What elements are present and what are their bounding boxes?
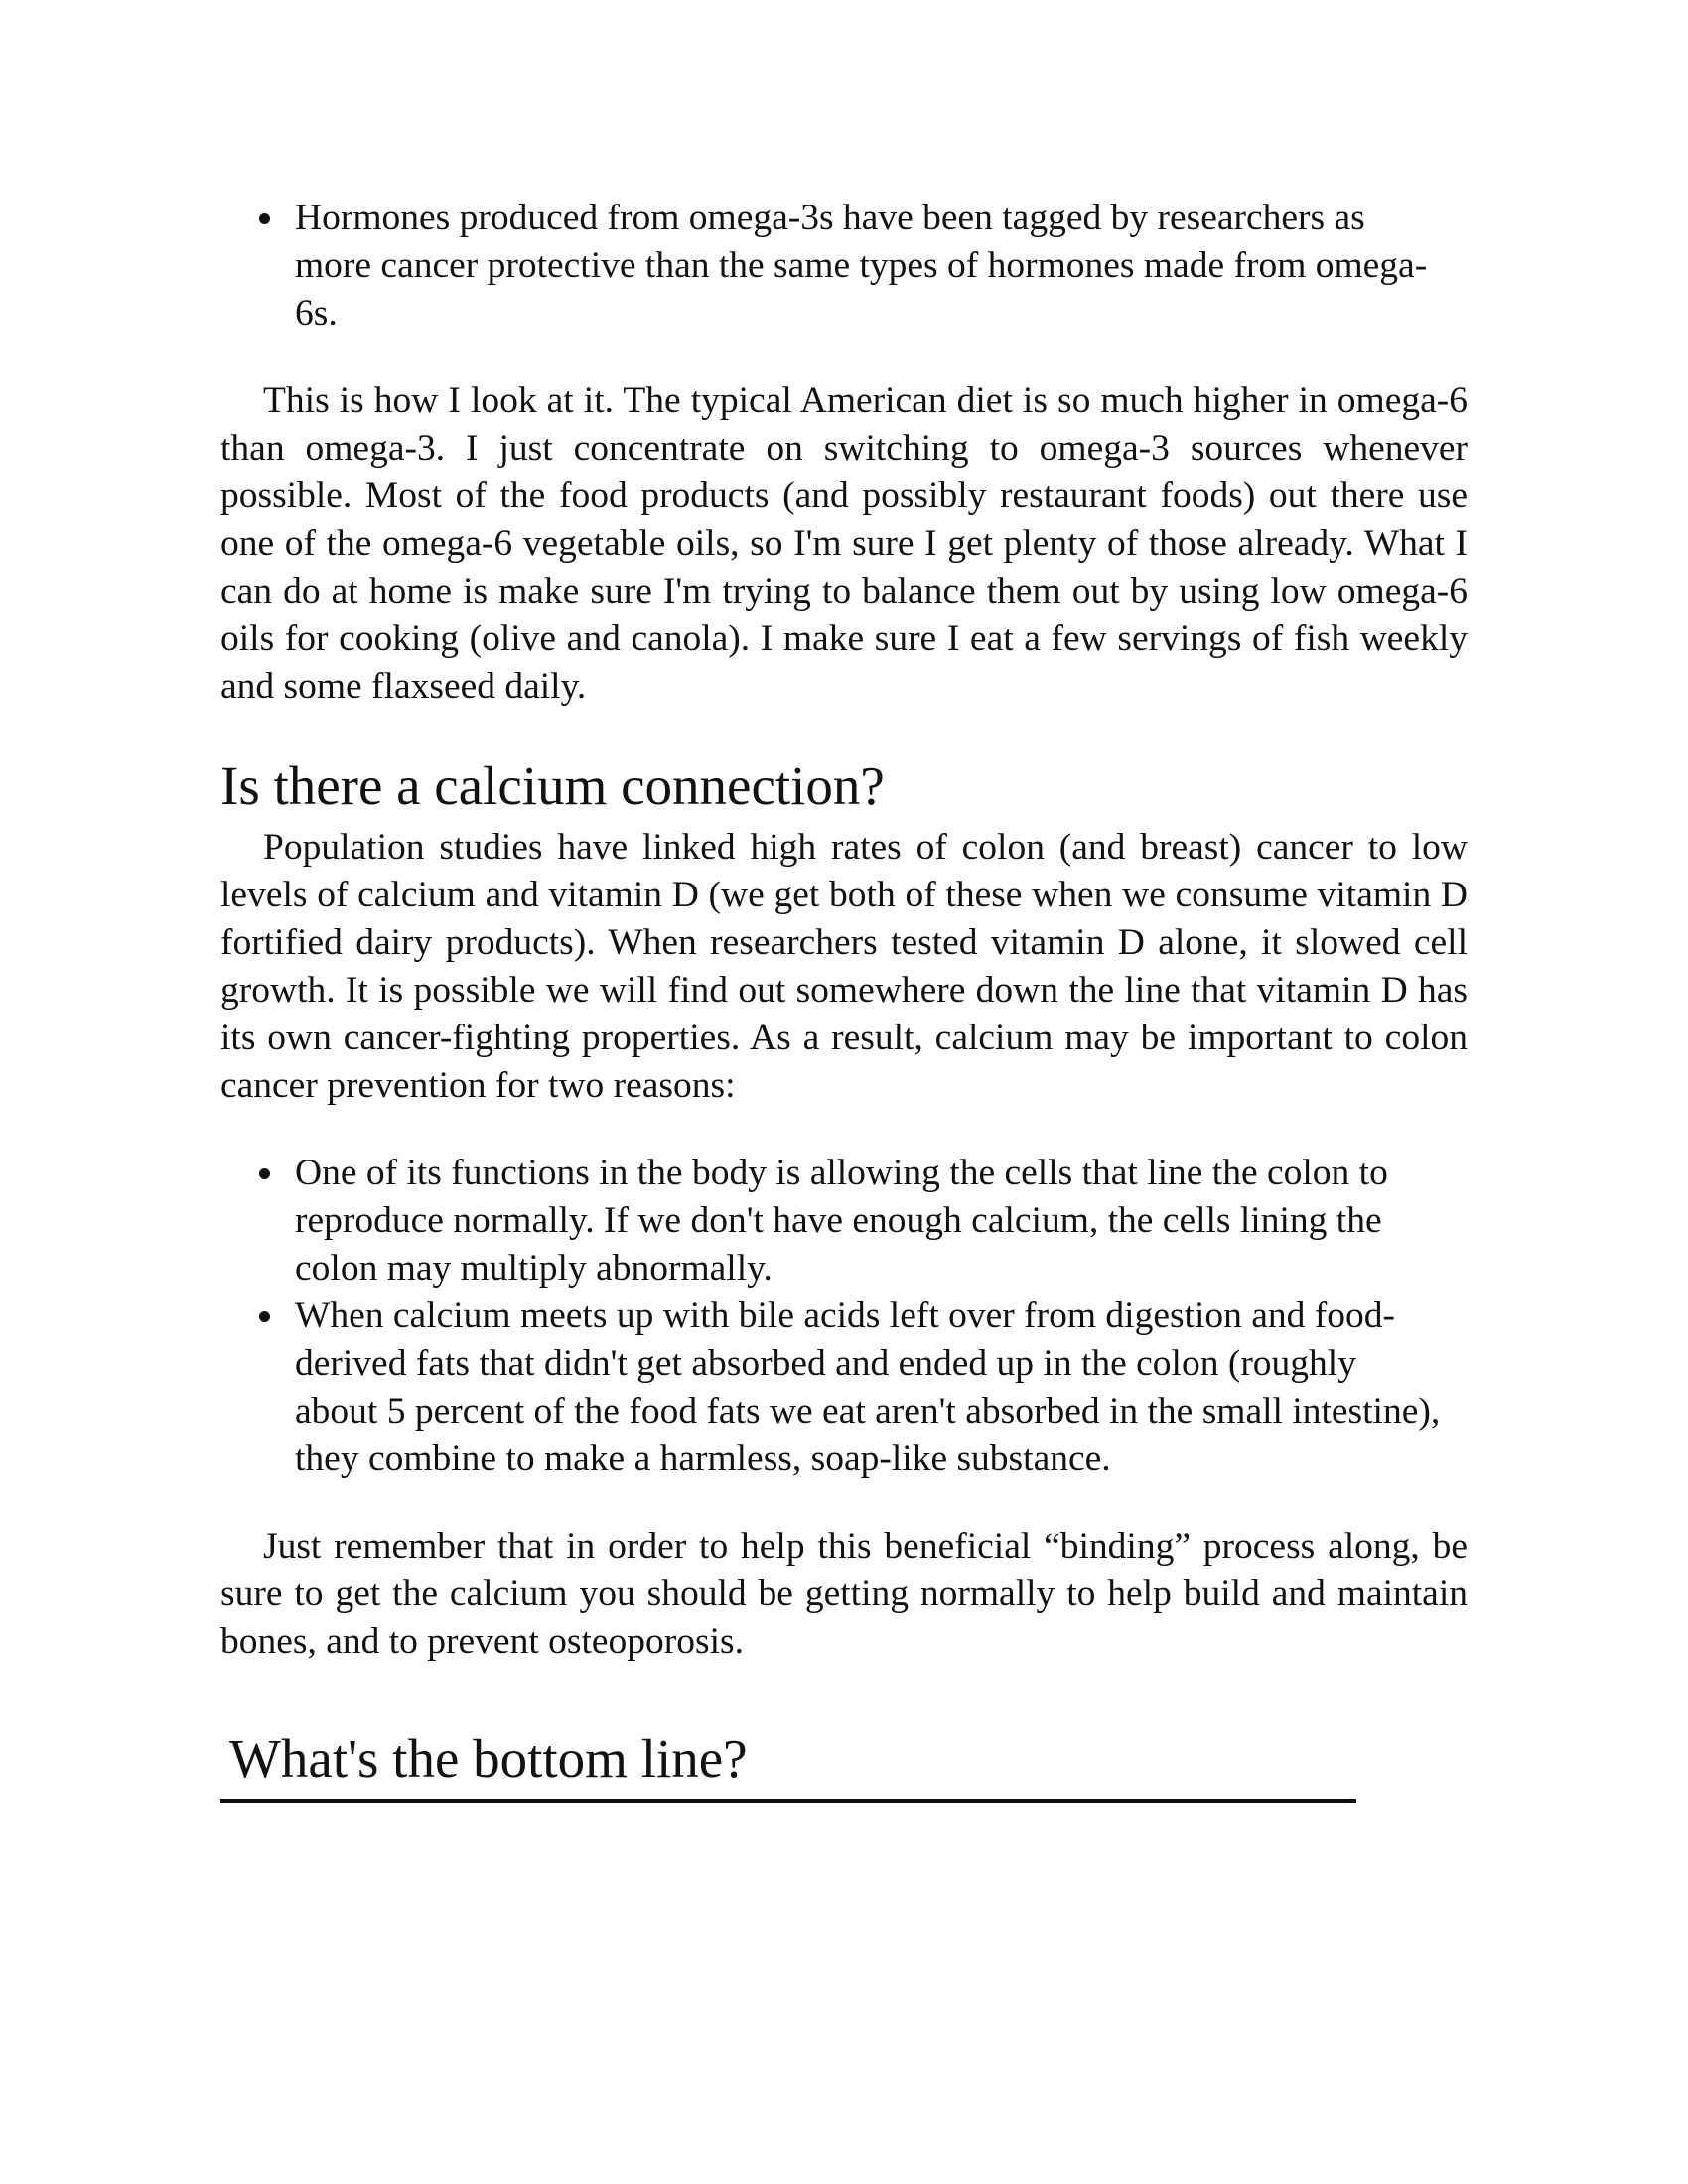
omega-paragraph: This is how I look at it. The typical American diet is so much higher in omega-6 than omega-3. I just concentrate on switching to omega-3 sources whenever possible. Most of the food products (and possibly restaurant foods) out there use one of the omega-6 vegetable oils, so I'm sure I get plenty of those already. What I can do at home is make sure I'm trying to balance them out by using low omega-6 oils for cooking (olive and canola). I make sure I eat a few servings of fish weekly and some flaxseed daily. xyxy=(220,380,1468,707)
bullet-text: When calcium meets up with bile acids left over from digestion and food-derived fats that didn't get absorbed and ended up in the colon (roughly about 5 percent of the food fats we eat aren't absorbed in the small intestine), they combine to make a harmless, soap-like substance. xyxy=(295,1296,1441,1479)
calcium-heading: Is there a calcium connection? xyxy=(220,755,885,816)
omega-bullet-list xyxy=(220,195,1468,338)
document-page xyxy=(220,195,1468,1803)
bottom-line-heading: What's the bottom line? xyxy=(229,1728,748,1789)
bottom-line-heading-rule xyxy=(220,1727,1356,1803)
bullet-dot-icon xyxy=(259,1311,270,1322)
bullet-text: One of its functions in the body is allowing the cells that line the colon to reproduce normally. If we don't have enough calcium, the cells lining the colon may multiply abnormally. xyxy=(295,1153,1388,1289)
list-item xyxy=(295,1293,1468,1483)
calcium-bullet-list xyxy=(220,1150,1468,1483)
calcium-closing-paragraph: Just remember that in order to help this beneficial “binding” process along, be sure to get the calcium you should be getting normally to help build and maintain bones, and to prevent osteoporosis. xyxy=(220,1526,1468,1662)
calcium-paragraph: Population studies have linked high rates of colon (and breast) cancer to low levels of calcium and vitamin D (we get both of these when we consume vitamin D fortified dairy products). When researchers tested vitamin D alone, it slowed cell growth. It is possible we will find out somewhere down the line that vitamin D has its own cancer-fighting properties. As a result, calcium may be important to colon cancer prevention for two reasons: xyxy=(220,827,1468,1106)
bullet-dot-icon xyxy=(259,213,270,224)
list-item xyxy=(295,195,1468,338)
list-item xyxy=(295,1150,1468,1293)
bullet-text: Hormones produced from omega-3s have been tagged by researchers as more cancer protective than the same types of hormones made from omega-6s. xyxy=(295,198,1428,334)
bullet-dot-icon xyxy=(259,1168,270,1179)
